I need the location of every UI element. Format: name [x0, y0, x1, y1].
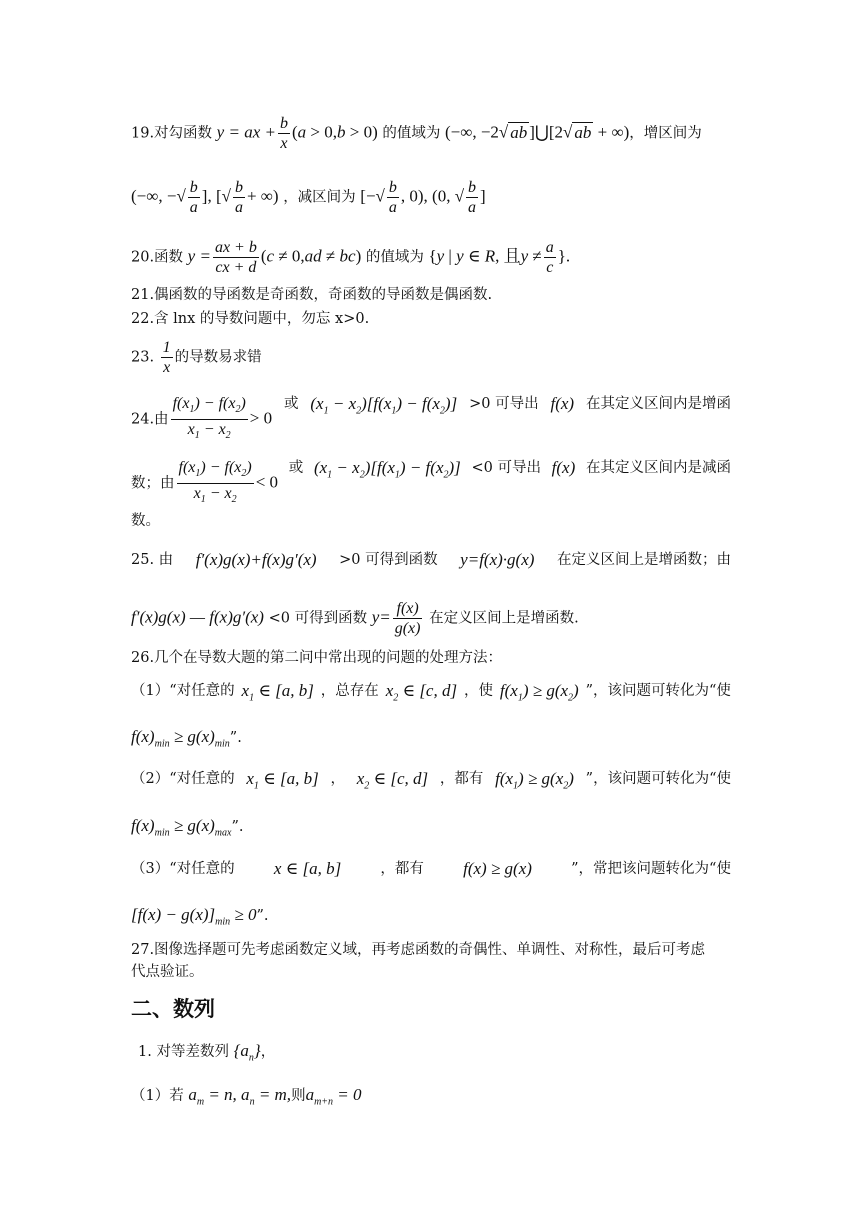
item-25-line-1: 25. 由 f′(x)g(x)+f(x)g′(x) >0 可得到函数 y=f(x)·g(x) 在定义区间上是增函数；由	[131, 550, 731, 569]
item-19-line-2: (−∞, −√ $\frac{b}{a}$ ], [√ $\frac{b}{a}$ + ∞) ，减区间为 [−√ $\frac{b}{a}$ , 0), (0, √ $\frac{b}{a}$ ]	[131, 179, 486, 216]
item-26-2-line-2: $f(x)_{min} \ge g(x)_{max}$”.	[131, 816, 244, 839]
item-21: 21.偶函数的导函数是奇函数，奇函数的导函数是偶函数.	[131, 287, 493, 303]
item-26-1-line-2: $f(x)_{min} \ge g(x)_{min}$”.	[131, 727, 242, 750]
seq-item-1-sub-1: （1）若 $a_m = n$, $a_n = m$,则$a_{m+n} = 0$	[131, 1085, 362, 1108]
item-23: 23. $\frac{1}{x}$ 的导数易求错	[131, 339, 262, 376]
item-27-line-1: 27.图像选择题可先考虑函数定义域，再考虑函数的奇偶性、单调性、对称性，最后可考虑	[131, 942, 706, 958]
item-26-3-line-2: $[f(x) - g(x)]_{min} \ge 0$”.	[131, 905, 269, 928]
item-19-line-1: 19.对勾函数 y = ax + $\frac{b}{x}$ (a > 0,b > 0) 的值域为 (−∞, −2√ ab ]⋃[2√ ab + ∞)，增区间为	[131, 115, 702, 152]
section-heading: 二、数列	[131, 997, 215, 1021]
item-26-3-line-1: （3）“对任意的 x ∈ [a, b] ，都有 f(x) ≥ g(x) ”，常把该问题转化为“使	[131, 859, 731, 878]
item-24-line-3: 数。	[131, 513, 160, 529]
item-24-line-2: 数；由 $\frac{f(x_1) - f(x_2)}{x_1 - x_2}$ < 0 或 $(x_1 - x_2)[f(x_1) - f(x_2)]$ <0 可导出 f(x) 在其定义区间内是减函	[131, 458, 731, 506]
item-24-line-1: 24.由 $\frac{f(x_1) - f(x_2)}{x_1 - x_2}$ > 0 或 $(x_1 - x_2)[f(x_1) - f(x_2)]$ >0 可导出 f(x) 在其定义区间内是增函	[131, 394, 731, 442]
item-26-1-line-1: （1）“对任意的 $x_1$ ∈ [a, b] ，总存在 $x_2$ ∈ [c, d] ，使 $f(x_1) \ge g(x_2)$ ”，该问题可转化为“使	[131, 681, 731, 704]
item-25-line-2: f′(x)g(x) — f(x)g′(x) <0 可得到函数 y= $\frac{f(x)}{g(x)}$ 在定义区间上是增函数.	[131, 600, 579, 637]
item-26-2-line-1: （2）“对任意的 $x_1$ ∈ [a, b] ， $x_2$ ∈ [c, d] ，都有 $f(x_1) \ge g(x_2)$ ”，该问题可转化为“使	[131, 769, 731, 792]
item-27-line-2: 代点验证。	[131, 964, 204, 980]
item-22: 22.含 lnx 的导数问题中，勿忘 x>0.	[131, 311, 370, 327]
seq-item-1: 1. 对等差数列 $\{a_n\}$，	[138, 1041, 276, 1064]
item-20: 20.函数 y = $\frac{ax + b}{cx + d}$ (c ≠ 0,ad ≠ bc) 的值域为 {y | y ∈ R, 且y ≠ $\frac{a}{c}$ }.	[131, 239, 571, 276]
item-26-title: 26.几个在导数大题的第二问中常出现的问题的处理方法：	[131, 650, 503, 666]
